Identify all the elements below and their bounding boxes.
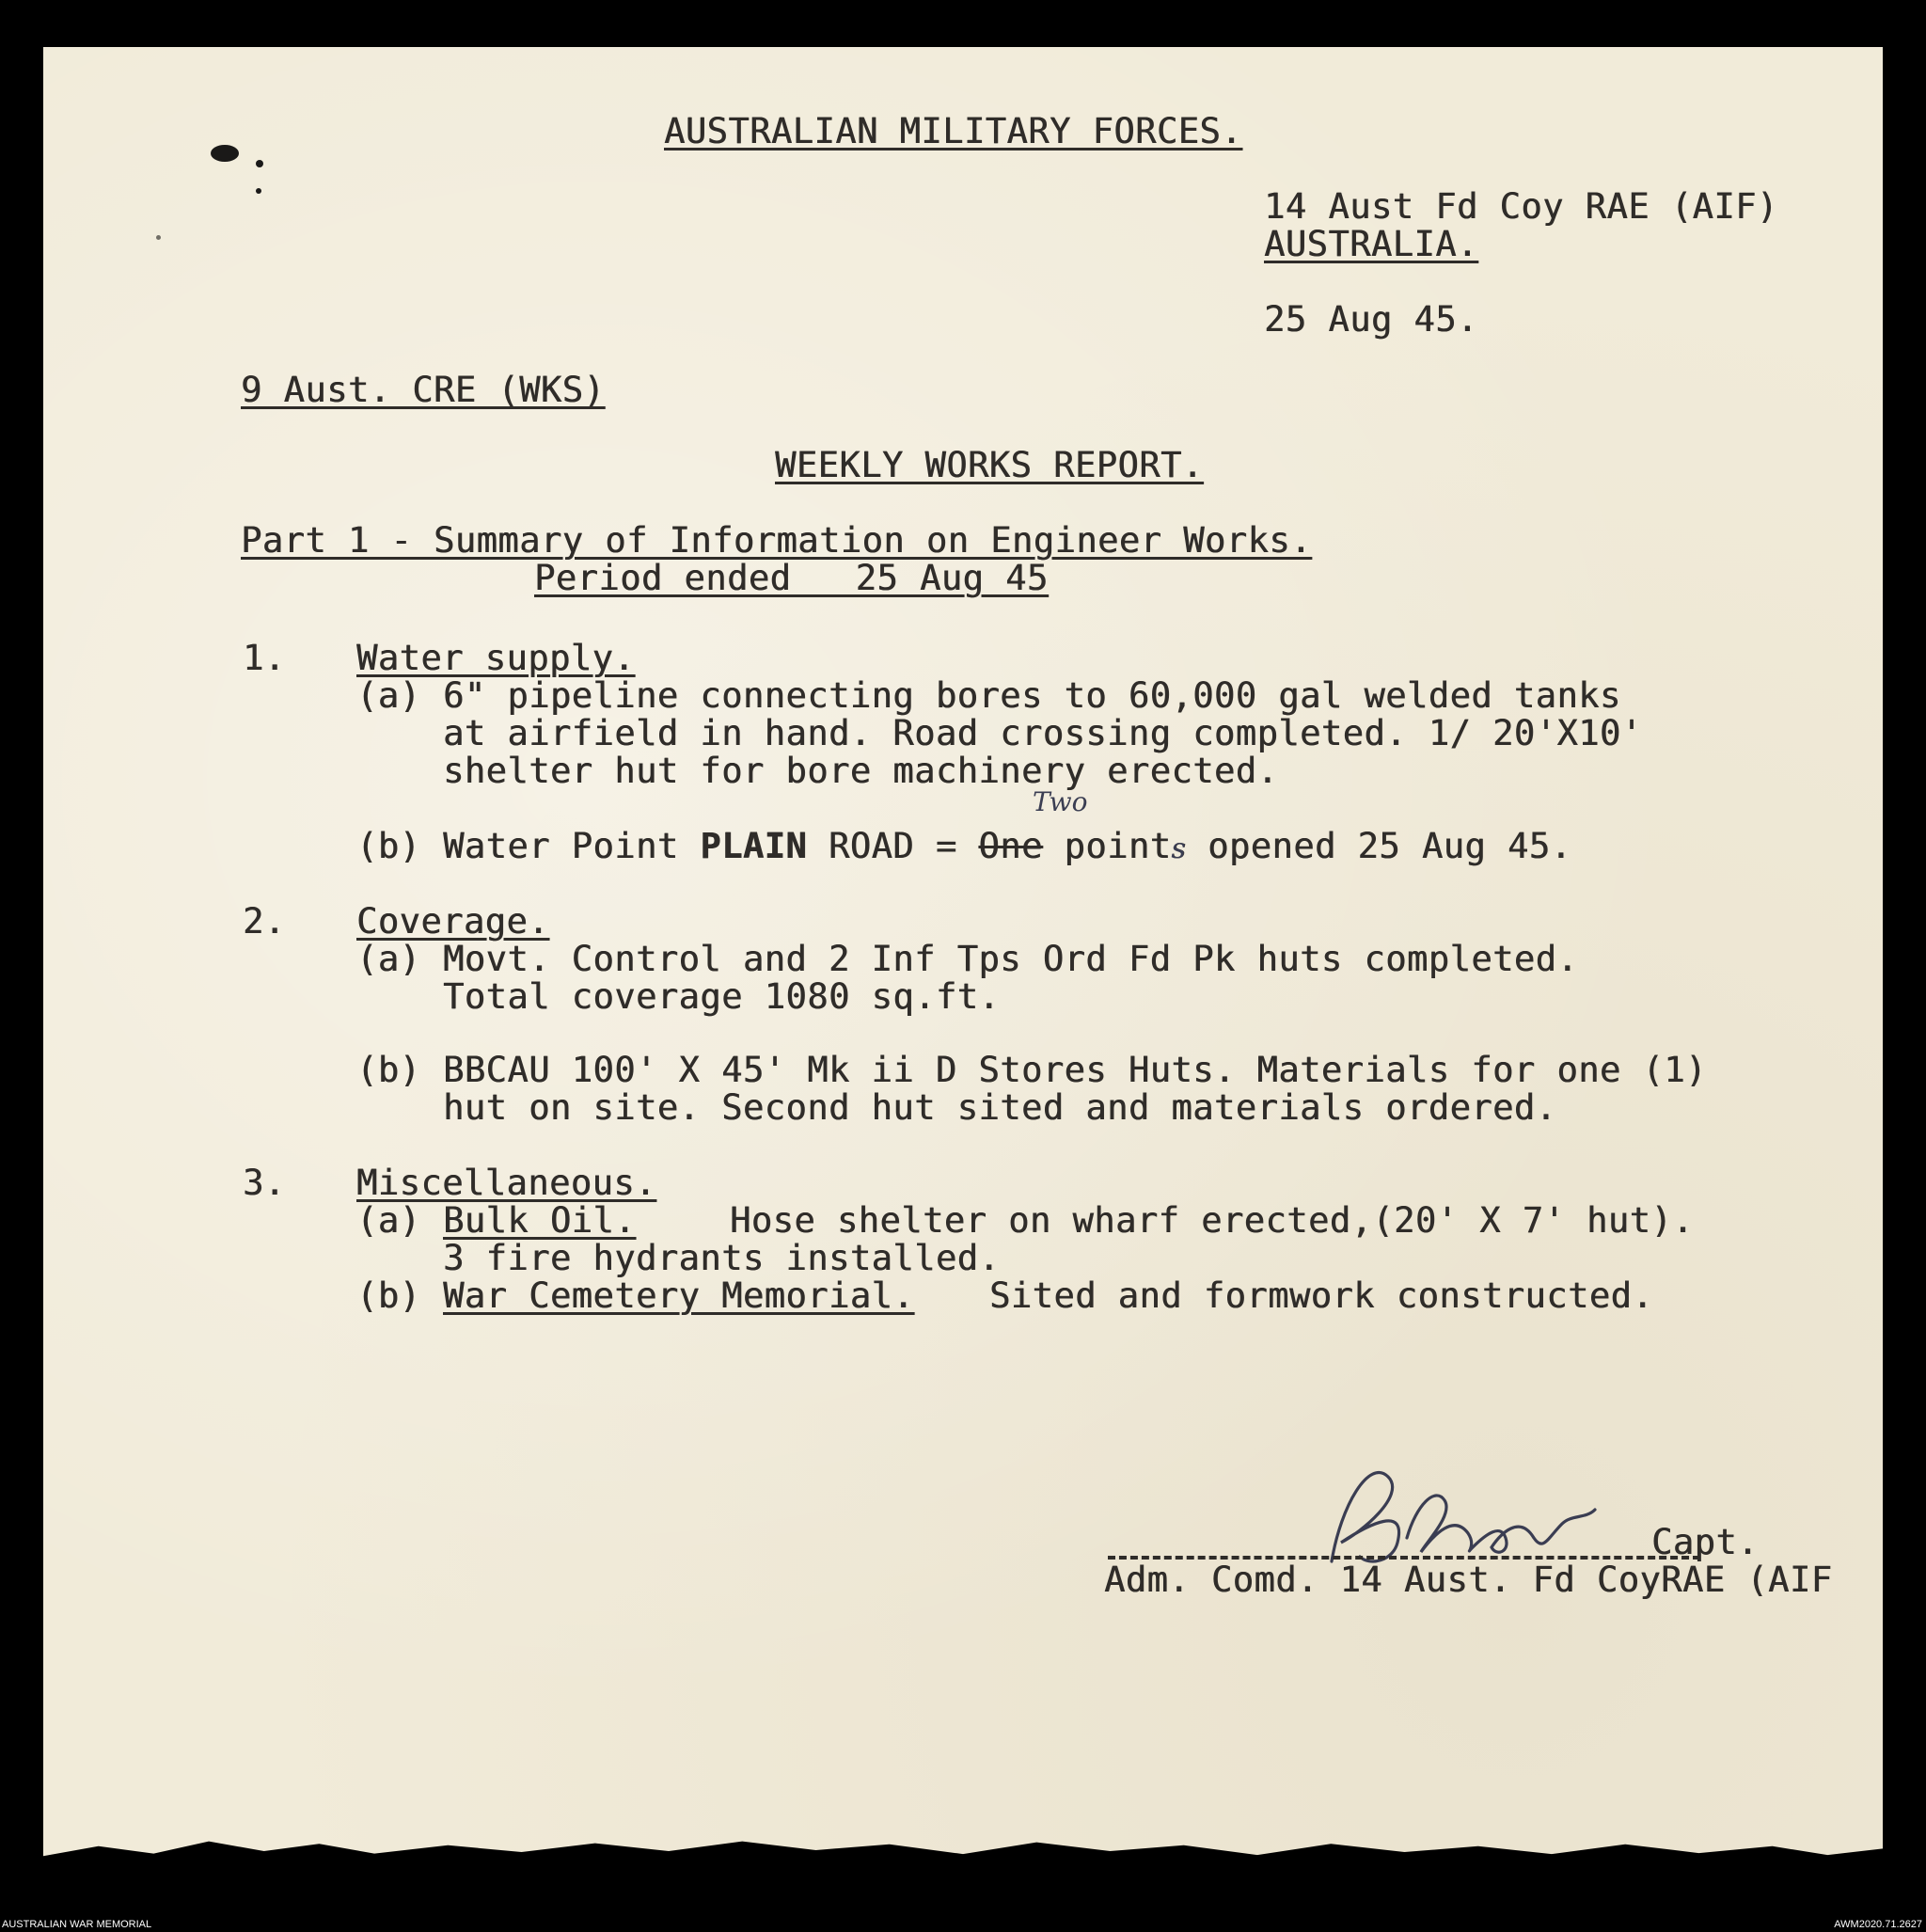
item-line: hut on site. Second hut sited and materials ordered. [443,1087,1557,1128]
item-line: at airfield in hand. Road crossing completed. 1/ 20'X10' [443,713,1643,753]
archive-credit: AUSTRALIAN WAR MEMORIAL [2,1919,152,1930]
section-number: 3. [243,1163,286,1203]
document-date: 25 Aug 45. [1264,299,1478,340]
item-letter: (a) [356,675,421,716]
item-line: Water Point PLAIN ROAD = One points opened 25 Aug 45. [443,826,1572,866]
torn-edge [43,1827,1883,1876]
punch-hole-mark [256,188,261,194]
country-line: AUSTRALIA. [1264,224,1478,264]
item-line: shelter hut for bore machinery erected. [443,751,1279,791]
archive-reference: AWM2020.71.2627 [1834,1919,1922,1930]
section-number: 1. [243,638,286,678]
item-line: Hose shelter on wharf erected,(20' X 7' hut). [730,1200,1694,1241]
item-subheading: War Cemetery Memorial. [443,1275,915,1316]
item-letter: (b) [356,1050,421,1090]
section-heading: Miscellaneous. [356,1163,656,1203]
item-line: Movt. Control and 2 Inf Tps Ord Fd Pk huts completed. [443,939,1579,979]
item-line: Total coverage 1080 sq.ft. [443,976,1001,1017]
item-letter: (b) [356,826,421,866]
signatory-designation: Adm. Comd. 14 Aust. Fd CoyRAE (AIF [1104,1560,1833,1600]
item-line: 6" pipeline connecting bores to 60,000 gal welded tanks [443,675,1621,716]
punch-hole-mark [256,160,263,167]
handwritten-correction: s [1171,832,1187,865]
item-line: Sited and formwork constructed. [989,1275,1654,1316]
handwritten-correction: Two [1033,786,1088,817]
punch-hole-mark [211,145,239,162]
report-title: WEEKLY WORKS REPORT. [775,445,1204,485]
item-letter: (b) [356,1275,421,1316]
period-line: Period ended 25 Aug 45 [534,558,1049,598]
document-title: AUSTRALIAN MILITARY FORCES. [664,111,1242,151]
signatory-rank: Capt. [1651,1522,1759,1562]
item-line: 3 fire hydrants installed. [443,1238,1001,1278]
item-letter: (a) [356,1200,421,1241]
item-letter: (a) [356,939,421,979]
part-heading: Part 1 - Summary of Information on Engineer Works. [241,520,1312,561]
item-line: BBCAU 100' X 45' Mk ii D Stores Huts. Materials for one (1) [443,1050,1707,1090]
item-subheading: Bulk Oil. [443,1200,636,1241]
struck-word: One [978,826,1043,866]
document-paper [43,47,1883,1876]
section-heading: Water supply. [356,638,636,678]
section-number: 2. [243,901,286,942]
section-heading: Coverage. [356,901,549,942]
punch-hole-mark [156,235,161,240]
unit-designation: 14 Aust Fd Coy RAE (AIF) [1264,186,1778,227]
addressee: 9 Aust. CRE (WKS) [241,370,606,410]
